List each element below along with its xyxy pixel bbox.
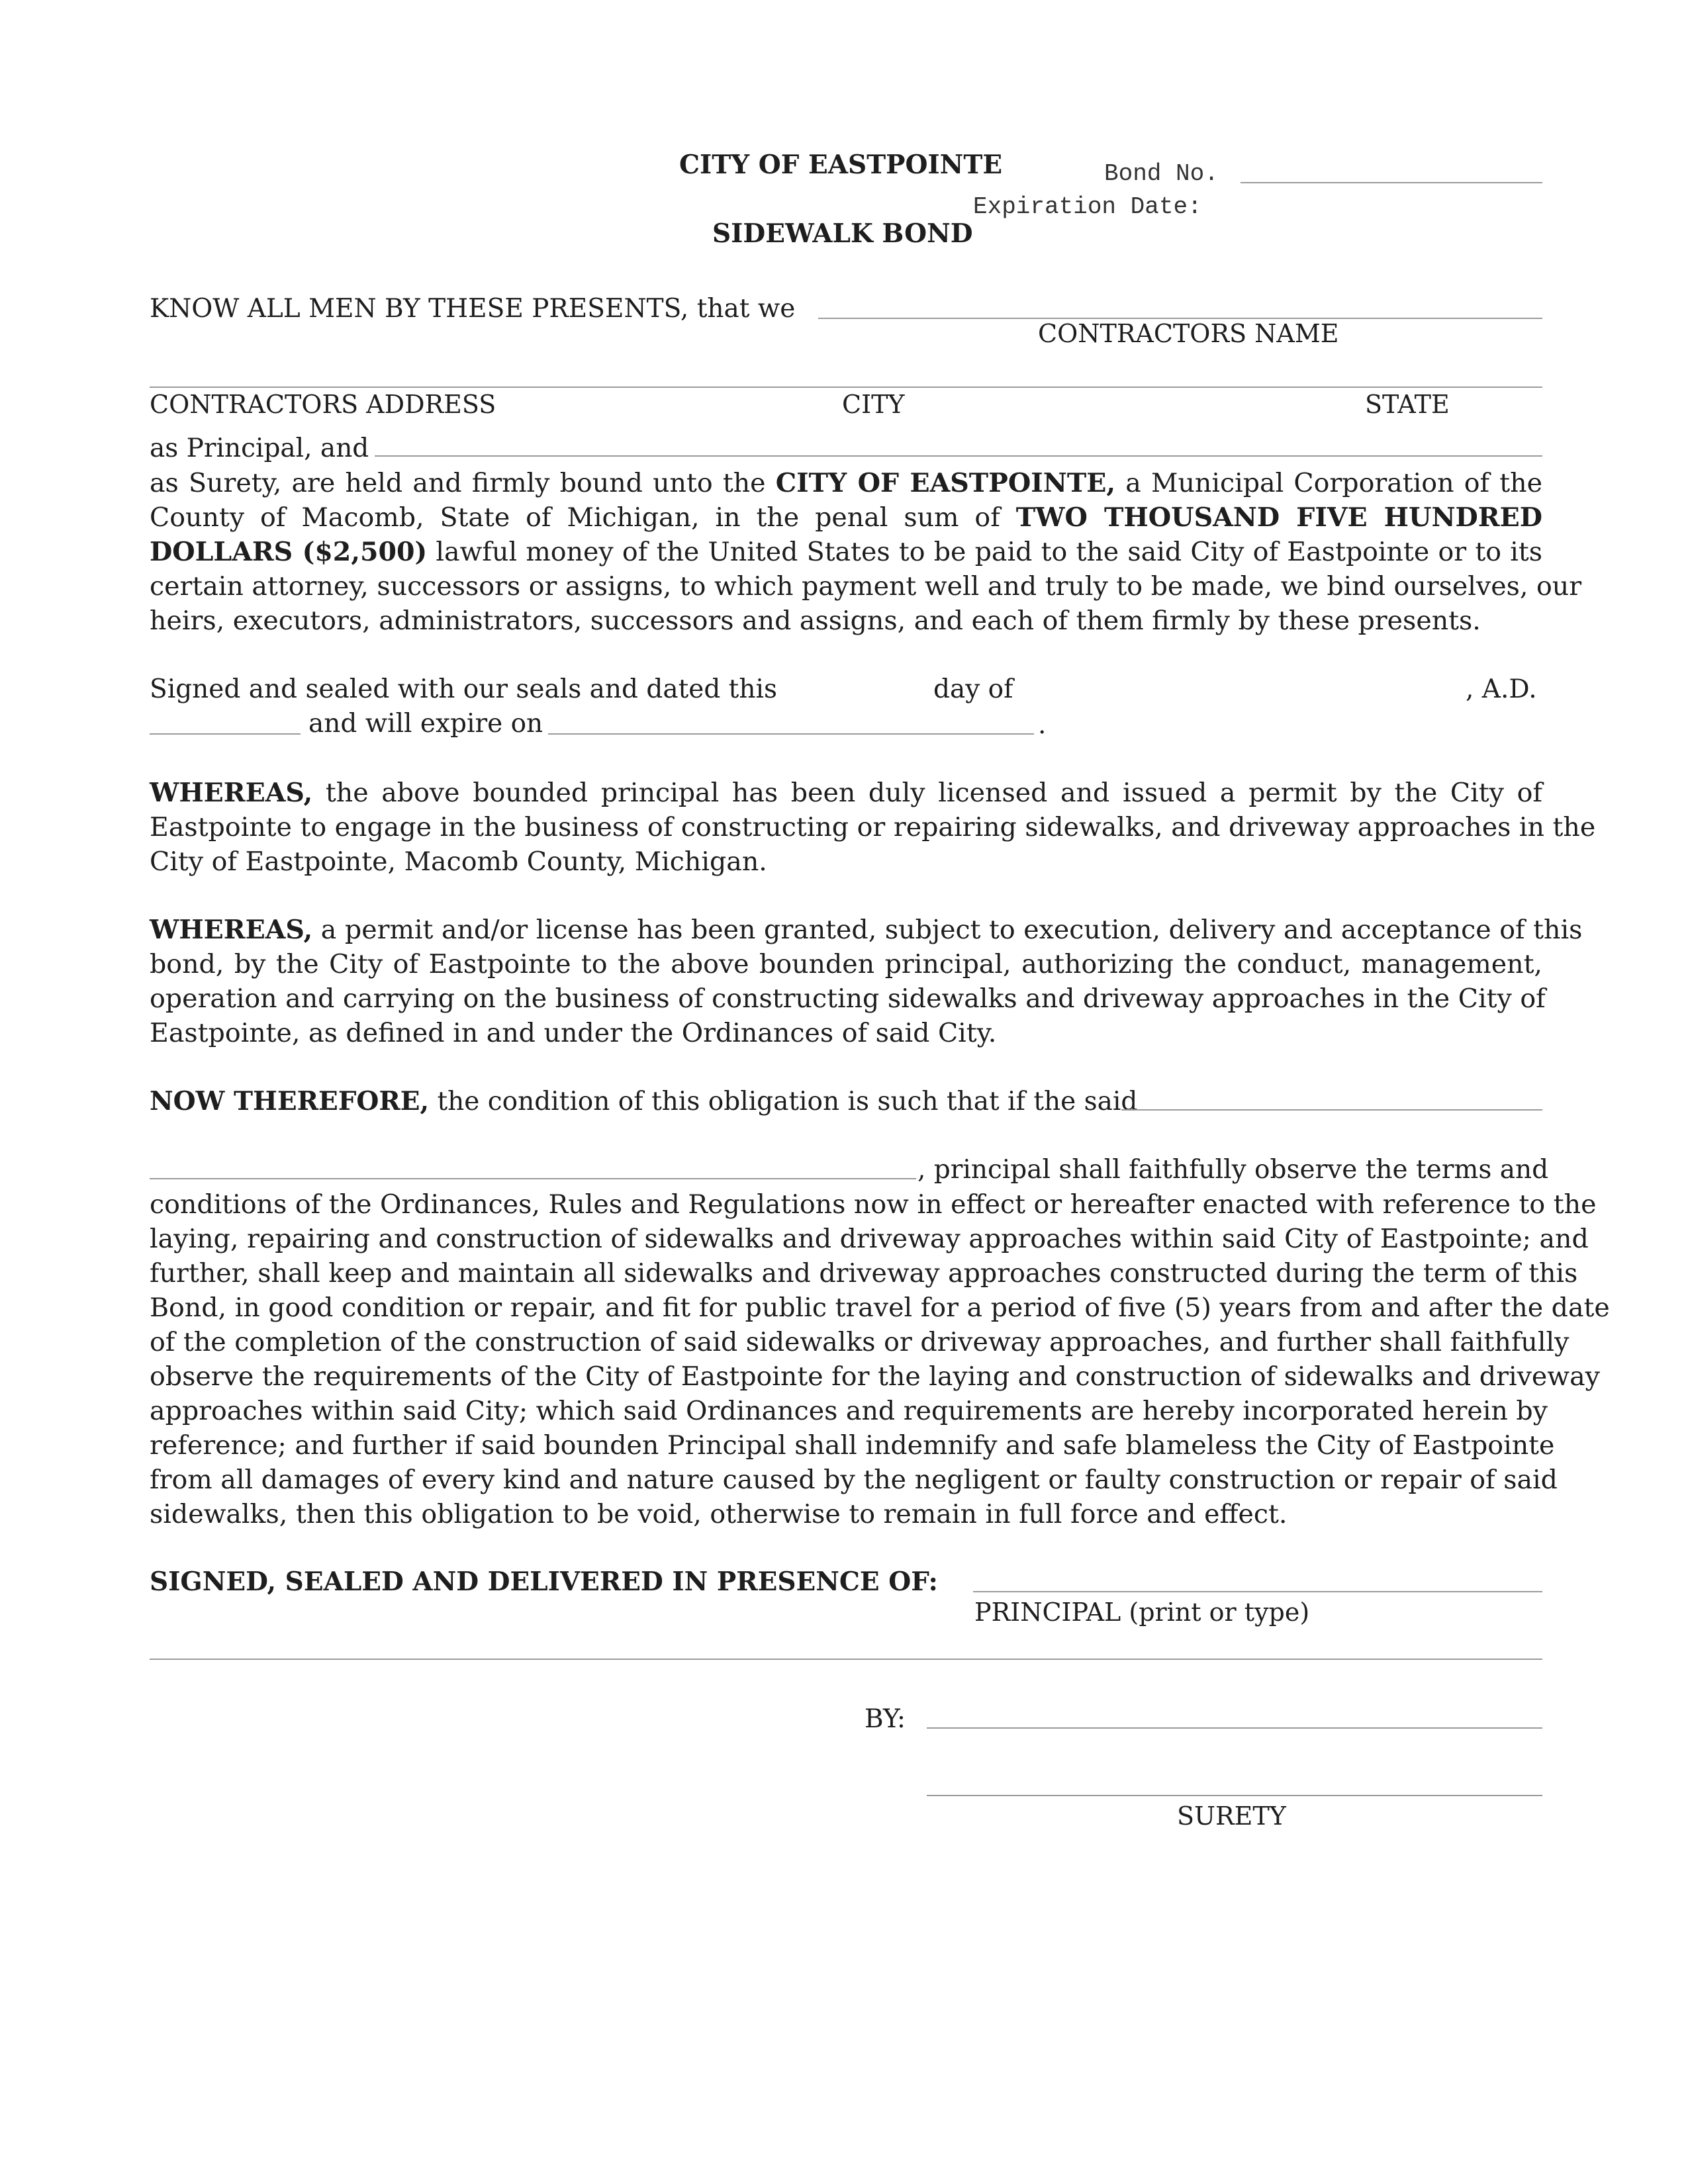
presence-label: SIGNED, SEALED AND DELIVERED IN PRESENCE OF: [150,1567,938,1597]
paragraph-line: from all damages of every kind and nature caused by the negligent or faulty construction or repair of said [150,1465,1558,1495]
paragraph-line: County of Macomb, State of Michigan, in the penal sum of TWO THOUSAND FIVE HUNDRED [150,502,1542,533]
period-text: . [1038,710,1047,740]
paragraph-line: bond, by the City of Eastpointe to the above bounden principal, authorizing the conduct, management, [150,949,1542,979]
now-therefore-paragraph [150,1187,1610,1531]
paragraph-line: further, shall keep and maintain all sidewalks and driveway approaches constructed during the term of this [150,1258,1578,1289]
now-therefore-tail: , principal shall faithfully observe the terms and [917,1155,1549,1185]
paragraph-line: WHEREAS, the above bounded principal has been duly licensed and issued a permit by the City of [150,778,1542,808]
principal-label: PRINCIPAL (print or type) [974,1598,1310,1627]
paragraph-line: sidewalks, then this obligation to be void, otherwise to remain in full force and effect. [150,1499,1288,1529]
principal-and-text: as Principal, and [150,433,369,463]
paragraph-line: City of Eastpointe, Macomb County, Michigan. [150,846,767,877]
expire-date-field[interactable] [548,733,1034,735]
contractors-name-label: CONTRACTORS NAME [1038,319,1339,348]
principal-name-field-1[interactable] [1121,1109,1542,1111]
paragraph-line: Eastpointe to engage in the business of constructing or repairing sidewalks, and driveway approaches in the [150,812,1596,842]
paragraph-line: operation and carrying on the business of constructing sidewalks and driveway approaches in the City of [150,983,1546,1014]
paragraph-line: of the completion of the construction of said sidewalks or driveway approaches, and further shall faithfully [150,1327,1570,1357]
paragraph-line: as Surety, are held and firmly bound unto the CITY OF EASTPOINTE, a Municipal Corporation of the [150,468,1542,498]
surety-signature-field[interactable] [927,1795,1542,1796]
paragraph-line: Bond, in good condition or repair, and fit for public travel for a period of five (5) years from and after the date [150,1293,1610,1323]
paragraph-line: approaches within said City; which said Ordinances and requirements are hereby incorporated herein by [150,1396,1548,1426]
bond-title: SIDEWALK BOND [712,218,973,249]
paragraph-line: DOLLARS ($2,500) lawful money of the United States to be paid to the said City of Eastpointe or to its [150,537,1542,567]
paragraph-line: conditions of the Ordinances, Rules and Regulations now in effect or hereafter enacted with reference to the [150,1189,1597,1220]
principal-signature-field[interactable] [973,1591,1542,1592]
by-label: BY: [865,1704,906,1734]
day-of-text: day of [933,674,1013,704]
whereas-paragraph-2 [150,913,1583,1050]
bond-no-label: Bond No. [1104,160,1219,187]
contractors-address-label: CONTRACTORS ADDRESS [150,390,496,419]
whereas-paragraph-1 [150,776,1596,879]
paragraph-line: heirs, executors, administrators, successors and assigns, and each of them firmly by these presents. [150,606,1481,636]
paragraph-line: Eastpointe, as defined in and under the Ordinances of said City. [150,1018,997,1048]
expiration-date-label: Expiration Date: [973,193,1202,220]
witness-signature-field[interactable] [150,1659,1542,1660]
intro-text: KNOW ALL MEN BY THESE PRESENTS, that we [150,294,796,324]
year-field[interactable] [150,733,301,735]
principal-name-field-2[interactable] [150,1178,916,1179]
paragraph-line: observe the requirements of the City of Eastpointe for the laying and construction of sidewalks and driveway [150,1361,1600,1392]
ad-text: , A.D. [1466,674,1537,704]
surety-paragraph [150,466,1582,638]
by-signature-field[interactable] [927,1727,1542,1729]
bond-no-field[interactable] [1241,182,1542,183]
paragraph-line: certain attorney, successors or assigns, to which payment well and truly to be made, we bind ourselves, our [150,571,1582,602]
paragraph-line: laying, repairing and construction of sidewalks and driveway approaches within said City of Eastpointe; and [150,1224,1589,1254]
city-label: CITY [842,390,905,419]
will-expire-text: and will expire on [308,709,543,739]
surety-label: SURETY [1177,1801,1286,1831]
paragraph-line: WHEREAS, a permit and/or license has been granted, subject to execution, delivery and acceptance of this [150,915,1583,945]
paragraph-line: reference; and further if said bounden Principal shall indemnify and safe blameless the City of Eastpointe [150,1430,1555,1461]
city-title: CITY OF EASTPOINTE [679,150,1003,180]
surety-name-field[interactable] [375,455,1542,457]
now-therefore-text: NOW THEREFORE, the condition of this obligation is such that if the said [150,1086,1138,1116]
signed-dated-text: Signed and sealed with our seals and dated this [150,674,777,704]
state-label: STATE [1365,390,1450,419]
